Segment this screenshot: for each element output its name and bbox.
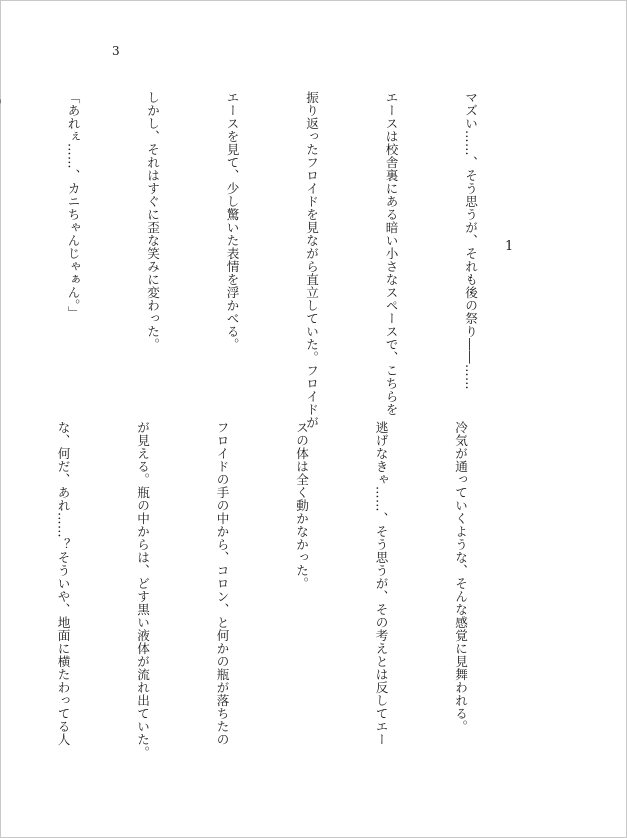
text-line: エースを見て、少し驚いた表情を浮かべる。 (224, 91, 240, 351)
text-line: 振り返ったフロイドを見ながら直立していた。フロイドが (304, 91, 319, 429)
text-line: な、何だ、あれ……？そういや、地面に横たわってる人 (55, 421, 71, 746)
text-line (0, 91, 6, 381)
text-line: エースは校舎裏にある暗い小さなスペースで、こちらを (383, 91, 399, 416)
text-line: フロイドの手の中から、コロン、と何かの瓶が落ちたの (214, 421, 230, 746)
page-number: 3 (112, 44, 120, 58)
text-line: が見える。瓶の中からは、どす黒い液体が流れ出ていた。 (135, 421, 150, 759)
text-line: しかし、それはすぐに歪な笑みに変わった。 (145, 91, 160, 351)
chapter-number: 1 (505, 239, 514, 254)
text-line: マズい……、そう思うが、それも後の祭り――…… (463, 91, 478, 390)
bottom-text-block (55, 421, 526, 759)
text-line: スの体は全く動かなかった。 (294, 421, 309, 590)
text-line: 「あれぇ……、カニちゃんじゃぁん。」 (65, 91, 81, 319)
text-line: 冷気が通っていくような、そんな感覚に見舞われる。 (453, 421, 468, 733)
text-line: 逃げなきゃ……、そう思うが、その考えとは反してエー (373, 421, 389, 746)
top-text-block (65, 91, 536, 429)
